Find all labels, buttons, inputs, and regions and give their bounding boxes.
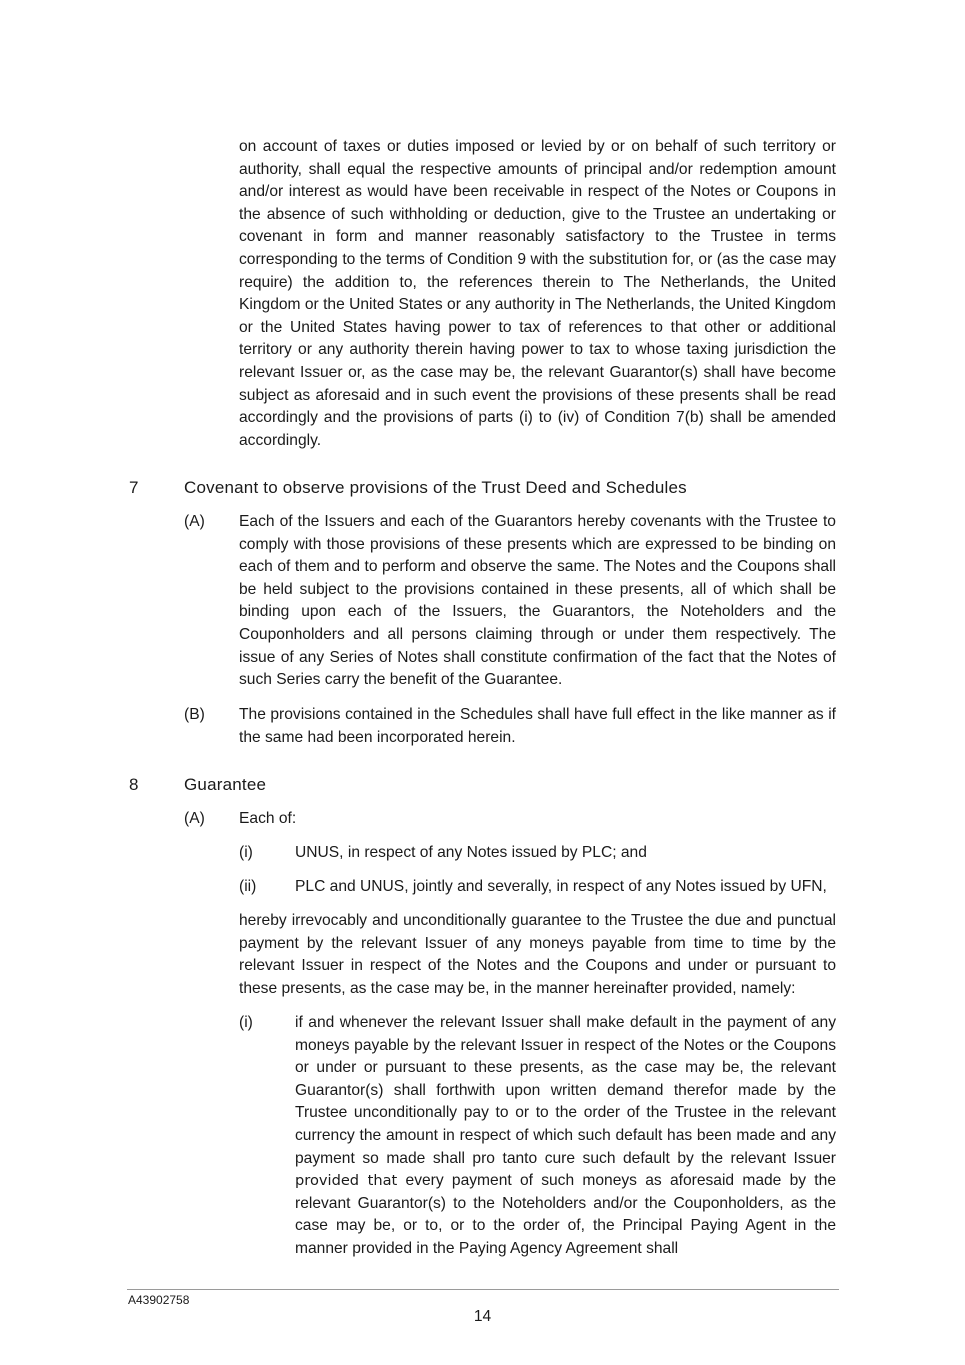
section-8-a-label: (A) <box>184 810 205 827</box>
section-7-a-label: (A) <box>184 513 205 530</box>
page-number: 14 <box>473 1308 492 1325</box>
payment-i-label: (i) <box>239 1014 253 1031</box>
section-7-number: 7 <box>129 478 139 497</box>
section-8-a-paragraph: Each of: <box>239 810 297 827</box>
section-8-i-text: UNUS, in respect of any Notes issued by PLC; and <box>295 844 647 861</box>
guarantee-paragraph: hereby irrevocably and unconditionally guarantee to the Trustee the due and punctual payment by the relevant Issuer of any moneys payable from time to time by the relevant Issuer in respect of the Notes and the Coupons and under or pursuant to these presents, as the case may be, in the manner hereinafter provided, namely: <box>239 912 836 997</box>
section-8-ii-text: PLC and UNUS, jointly and severally, in respect of any Notes issued by UFN, <box>295 878 827 895</box>
payment-i-text-after: every payment of such moneys as aforesaid made by the relevant Guarantor(s) to the Noteholders and/or the Couponholders, as the case may be, or to, or to the order of, the Principal Paying Agent in the manner provided in the Paying Agency Agreement shall <box>295 1172 836 1257</box>
provided-that-term: provided that <box>295 1172 398 1190</box>
section-8-title: Guarantee <box>184 775 267 794</box>
section-8-ii-label: (ii) <box>239 878 257 895</box>
section-8-number: 8 <box>129 775 139 794</box>
section-7-b-label: (B) <box>184 706 205 723</box>
section-7-b-paragraph: The provisions contained in the Schedules shall have full effect in the like manner as if the same had been incorporated herein. <box>239 706 836 746</box>
continuation-paragraph: on account of taxes or duties imposed or levied by or on behalf of such territory or authority, shall equal the respective amounts of principal and/or redemption amount and/or interest as would have been receivable in respect of the Notes or Coupons in the absence of such withholding or deduction, give to the Trustee an undertaking or covenant in form and manner reasonably satisfactory to the Trustee in terms corresponding to the terms of Condition 9 with the substitution for, or (as the case may require) the addition to, the references therein to The Netherlands, the United Kingdom or the United States or any authority in The Netherlands, the United Kingdom or the United States having power to tax of references to that other or additional territory or any authority therein having power to tax to whose taxing jurisdiction the relevant Issuer or, as the case may be, the relevant Guarantor(s) shall have become subject as aforesaid and in such event the provisions of these presents shall be read accordingly and the provisions of parts (i) to (iv) of Condition 7(b) shall be amended accordingly. <box>239 138 836 449</box>
payment-i-text-before: if and whenever the relevant Issuer shall make default in the payment of any moneys payable by the relevant Issuer in respect of the Notes or the Coupons or under or pursuant to these presents, as the case may be, the relevant Guarantor(s) shall forthwith upon written demand therefor made by the Trustee unconditionally pay to or to the order of the Trustee in the relevant currency the amount in respect of which such default has been made and any payment so made shall pro tanto cure such default by the relevant Issuer <box>295 1014 836 1167</box>
document-reference: A43902758 <box>128 1293 190 1307</box>
section-7-title: Covenant to observe provisions of the Trust Deed and Schedules <box>184 478 687 497</box>
section-7-a-paragraph: Each of the Issuers and each of the Guarantors hereby covenants with the Trustee to comply with those provisions of these presents which are expressed to be binding on each of them and to perform and observe the same. The Notes and the Coupons shall be held subject to the provisions contained in these presents, all of which shall be binding upon each of the Issuers, the Guarantors, the Noteholders and the Couponholders and all persons claiming through or under them respectively. The issue of any Series of Notes shall constitute confirmation of the fact that the Notes of such Series carry the benefit of the Guarantee. <box>239 513 836 689</box>
section-8-i-label: (i) <box>239 844 253 861</box>
payment-i-paragraph <box>295 1012 836 1261</box>
footer-divider <box>127 1289 839 1290</box>
